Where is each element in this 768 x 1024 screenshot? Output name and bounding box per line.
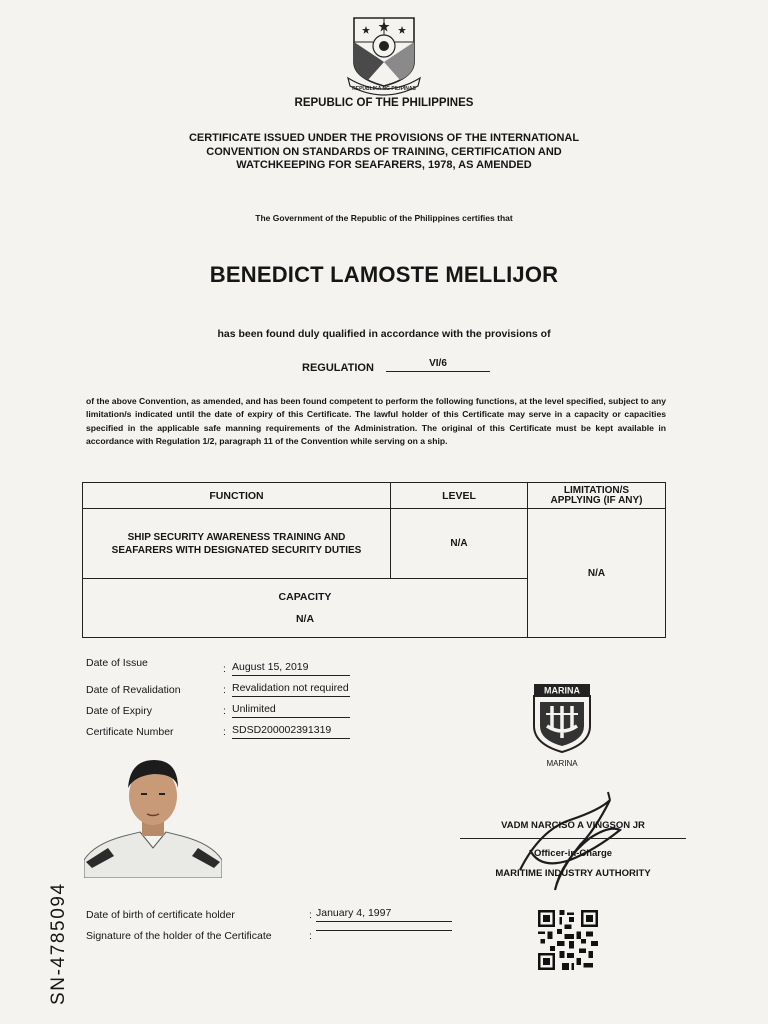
serial-number: SN-4785094 bbox=[48, 882, 69, 1005]
colon: : bbox=[223, 663, 226, 675]
date-of-revalidation-label: Date of Revalidation bbox=[86, 684, 181, 696]
level-value: N/A bbox=[391, 509, 528, 579]
certificate-number-value: SDSD200002391319 bbox=[232, 724, 350, 739]
heading-line: CERTIFICATE ISSUED UNDER THE PROVISIONS OF THE INTERNATIONAL bbox=[188, 132, 580, 144]
heading-line: WATCHKEEPING FOR SEAFARERS, 1978, AS AMENDED bbox=[236, 159, 532, 171]
philippine-seal-icon bbox=[344, 12, 424, 96]
functions-table bbox=[82, 482, 666, 638]
marina-caption: MARINA bbox=[546, 759, 578, 768]
signatory-name: VADM NARCISO A VINGSON JR bbox=[501, 820, 645, 831]
certificate-heading bbox=[0, 132, 768, 173]
signature-line bbox=[460, 838, 686, 839]
regulation-value: VI/6 bbox=[386, 358, 490, 372]
colon: : bbox=[223, 705, 226, 717]
dob-label: Date of birth of certificate holder bbox=[86, 909, 235, 921]
holder-photo bbox=[84, 748, 222, 878]
qr-code-icon bbox=[538, 910, 598, 970]
limitations-value: N/A bbox=[587, 567, 606, 579]
date-of-expiry-label: Date of Expiry bbox=[86, 705, 152, 717]
signatory-organization: MARITIME INDUSTRY AUTHORITY bbox=[495, 868, 651, 879]
holder-name: BENEDICT LAMOSTE MELLIJOR bbox=[209, 262, 559, 287]
date-of-issue-label: Date of Issue bbox=[86, 657, 148, 669]
regulation-label: REGULATION bbox=[302, 362, 374, 374]
country-title: REPUBLIC OF THE PHILIPPINES bbox=[294, 97, 474, 109]
dob-value: January 4, 1997 bbox=[316, 907, 452, 922]
marina-shield-icon bbox=[532, 682, 592, 754]
colon: : bbox=[223, 726, 226, 738]
holder-signature-label: Signature of the holder of the Certificate bbox=[86, 930, 272, 942]
header-limitations bbox=[528, 483, 665, 509]
colon: : bbox=[223, 684, 226, 696]
signatory-role: Officer-in-Charge bbox=[533, 848, 613, 859]
certificate-number-label: Certificate Number bbox=[86, 726, 174, 738]
officer-signature bbox=[500, 790, 630, 900]
qualified-statement: has been found duly qualified in accordance with the provisions of bbox=[217, 328, 551, 340]
certifies-statement: The Government of the Republic of the Philippines certifies that bbox=[255, 213, 513, 223]
header-level: LEVEL bbox=[391, 483, 528, 509]
heading-line: CONVENTION ON STANDARDS OF TRAINING, CERTIFICATION AND bbox=[206, 145, 562, 158]
capacity-value: N/A bbox=[295, 613, 315, 625]
marina-logo-text: MARINA bbox=[544, 685, 580, 696]
date-of-issue-value: August 15, 2019 bbox=[232, 661, 350, 676]
date-of-revalidation-value: Revalidation not required bbox=[232, 682, 350, 697]
holder-signature-value bbox=[316, 928, 452, 931]
capacity-cell bbox=[83, 579, 528, 637]
seal-banner-text: REPUBLIKA NG PILIPINAS bbox=[352, 86, 416, 92]
header-limitations-line1: LIMITATION/S bbox=[563, 484, 630, 496]
header-limitations-line2: APPLYING (IF ANY) bbox=[550, 494, 643, 506]
colon: : bbox=[309, 909, 312, 921]
convention-paragraph: of the above Convention, as amended, and has been found competent to perform the following functions, at the level specified, subject to any limitation/s indicated until the date of expiry of this Certificate. The lawful holder of this Certificate may serve in a capacity or capacities specified in the applicable safe manning requirements of the Administration. The original of this Certificate must be kept available in accordance with Regulation 1/2, paragraph 11 of the Convention while serving on a ship. bbox=[86, 396, 666, 446]
function-value: SHIP SECURITY AWARENESS TRAINING AND SEAFARERS WITH DESIGNATED SECURITY DUTIES bbox=[83, 509, 391, 579]
colon: : bbox=[309, 930, 312, 942]
header-function: FUNCTION bbox=[83, 483, 391, 509]
date-of-expiry-value: Unlimited bbox=[232, 703, 350, 718]
capacity-label: CAPACITY bbox=[278, 591, 332, 603]
